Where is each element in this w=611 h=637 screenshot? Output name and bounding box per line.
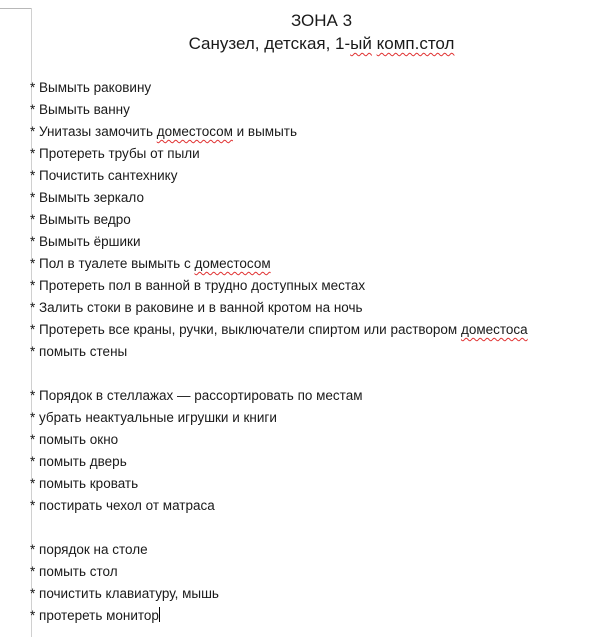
task-text: * помыть окно: [30, 432, 119, 447]
task-text: * помыть стены: [30, 344, 128, 359]
task-item: [30, 187, 528, 209]
task-item: [30, 165, 528, 187]
task-item: [30, 605, 528, 627]
task-item: [30, 473, 528, 495]
task-text: * Пол в туалете вымыть с: [30, 256, 195, 271]
task-text: * постирать чехол от матраса: [30, 498, 215, 513]
page-margin-guide-top: [0, 8, 32, 9]
task-text: * убрать неактуальные игрушки и книги: [30, 410, 277, 425]
task-item: [30, 143, 528, 165]
task-item: [30, 253, 528, 275]
task-text: * Вымыть зеркало: [30, 190, 144, 205]
task-item: [30, 429, 528, 451]
task-text: и вымыть: [232, 124, 298, 139]
task-text: * Протереть трубы от пыли: [30, 146, 200, 161]
task-text: * Вымыть ведро: [30, 212, 131, 227]
blank-line: [30, 517, 528, 539]
task-item: [30, 583, 528, 605]
misspelled-word: доместосом: [156, 124, 233, 139]
task-text: * Унитазы замочить: [30, 124, 157, 139]
task-item: [30, 209, 528, 231]
task-text: * помыть дверь: [30, 454, 127, 469]
task-item: [30, 561, 528, 583]
subtitle-text: Санузел, детская, 1-: [188, 34, 351, 53]
task-item: [30, 121, 528, 143]
text-cursor: [159, 607, 160, 622]
zone-subtitle: [32, 33, 611, 55]
blank-line: [30, 363, 528, 385]
task-item: [30, 99, 528, 121]
task-item: [30, 341, 528, 363]
task-item: [30, 407, 528, 429]
misspelled-word: доместоса: [460, 322, 528, 337]
task-text: * Порядок в стеллажах — рассортировать по местам: [30, 388, 363, 403]
task-text: * помыть стол: [30, 564, 118, 579]
subtitle-misspelled-word: комп.стол: [376, 34, 455, 53]
task-text: * почистить клавиатуру, мышь: [30, 586, 219, 601]
task-item: [30, 275, 528, 297]
task-item: [30, 231, 528, 253]
task-text: * протереть монитор: [30, 608, 159, 623]
subtitle-misspelled-word: ый: [350, 34, 372, 53]
task-list[interactable]: [30, 77, 528, 627]
task-item: [30, 385, 528, 407]
task-text: * порядок на столе: [30, 542, 148, 557]
task-item: [30, 319, 528, 341]
task-text: * Протереть все краны, ручки, выключатели спиртом или раствором: [30, 322, 461, 337]
task-text: * Протереть пол в ванной в трудно доступных местах: [30, 278, 366, 293]
task-item: [30, 539, 528, 561]
task-item: [30, 297, 528, 319]
task-text: * Почистить сантехнику: [30, 168, 178, 183]
task-text: * Вымыть ёршики: [30, 234, 141, 249]
misspelled-word: доместосом: [194, 256, 271, 271]
task-text: * Вымыть ванну: [30, 102, 130, 117]
task-text: * Залить стоки в раковине и в ванной кротом на ночь: [30, 300, 363, 315]
task-text: * Вымыть раковину: [30, 80, 152, 95]
task-item: [30, 77, 528, 99]
task-item: [30, 451, 528, 473]
task-item: [30, 495, 528, 517]
zone-title: ЗОНА 3: [290, 11, 353, 30]
task-text: * помыть кровать: [30, 476, 139, 491]
